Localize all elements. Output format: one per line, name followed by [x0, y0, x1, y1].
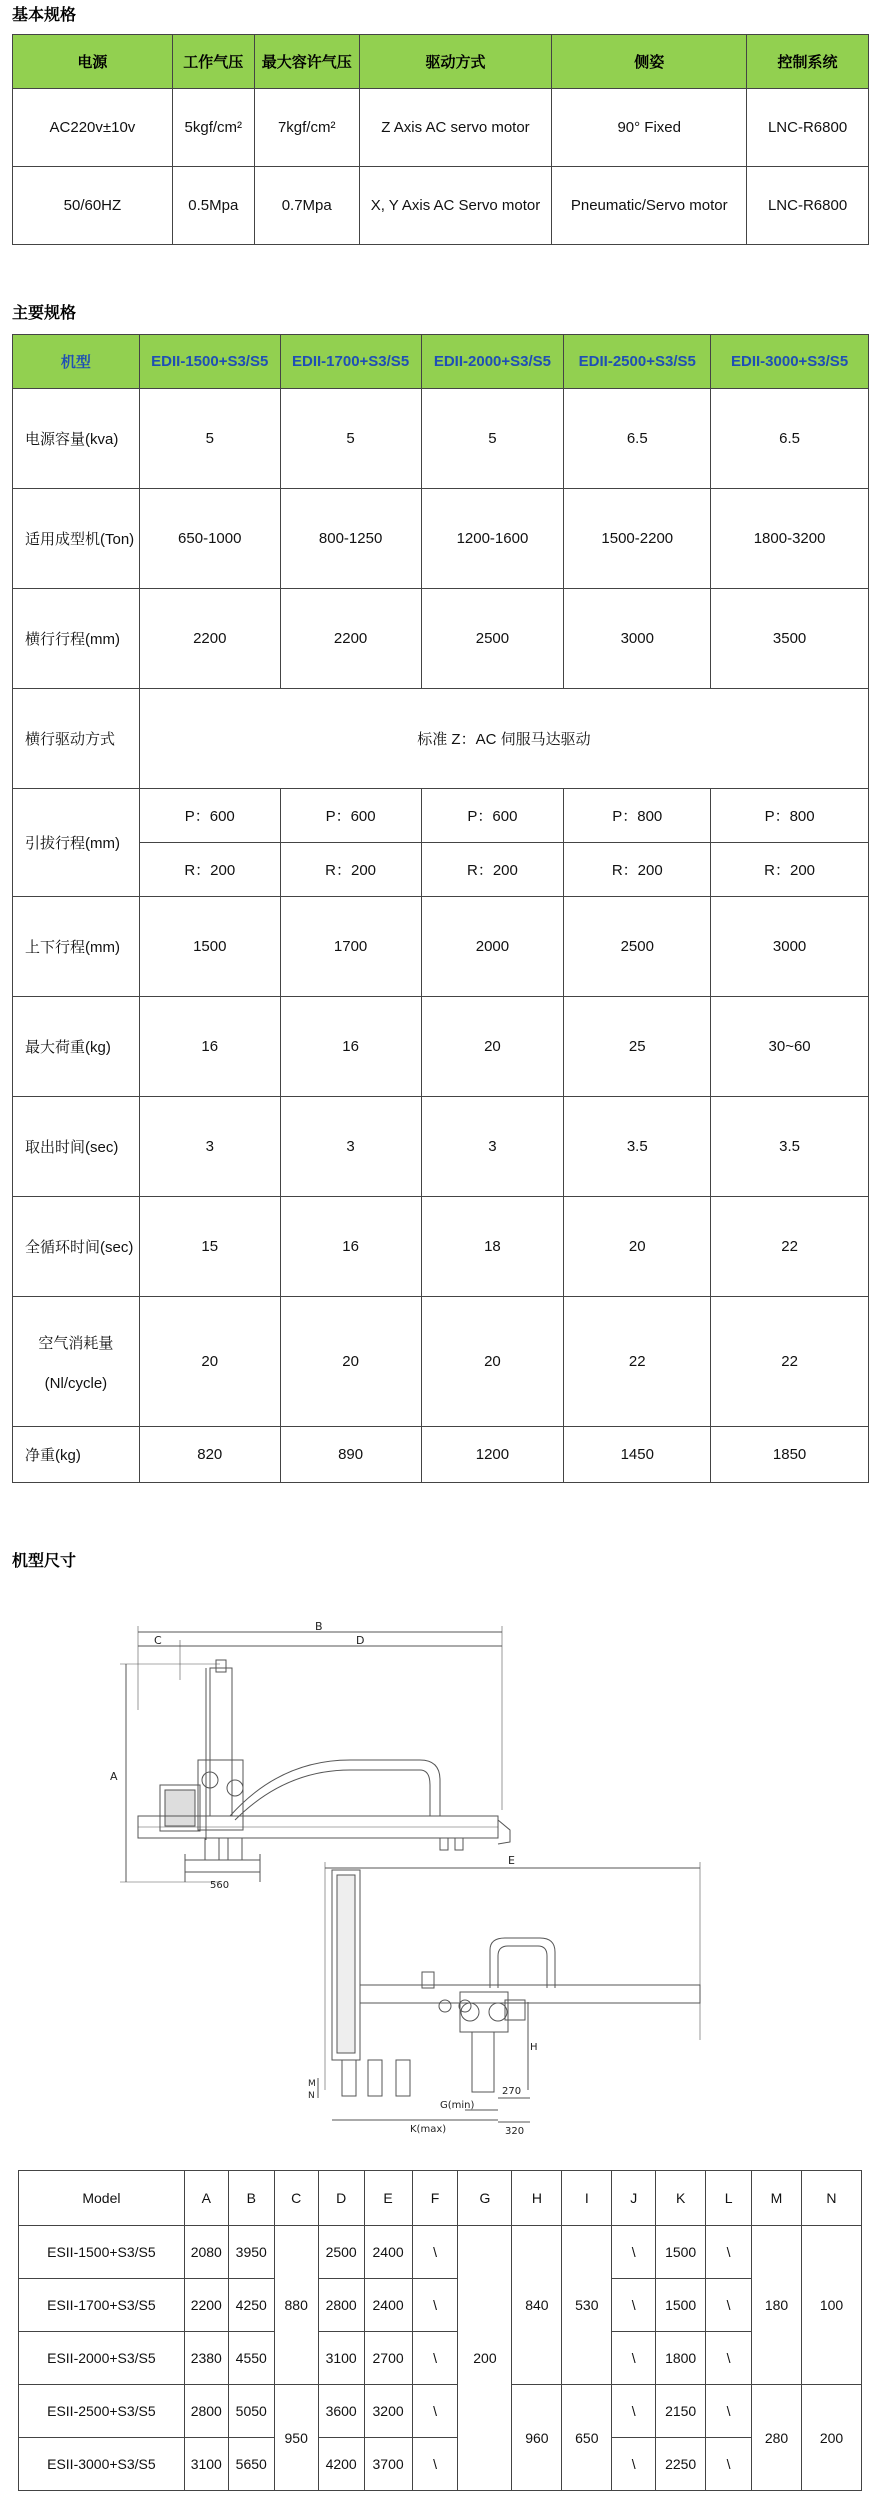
table-cell: 650	[562, 2385, 612, 2491]
table-cell-merged: 标准 Z：AC 伺服马达驱动	[139, 689, 868, 789]
table-cell: 16	[139, 997, 280, 1097]
table-cell: 2150	[656, 2385, 706, 2438]
dim-label-g: G(min)	[440, 2100, 475, 2111]
table-cell: 200	[801, 2385, 861, 2491]
model-cell: ESII-2500+S3/S5	[19, 2385, 185, 2438]
section-title-basic: 基本规格	[12, 7, 77, 24]
table-cell: 2800	[184, 2385, 228, 2438]
table-cell: 280	[752, 2385, 802, 2491]
table-cell: R：200	[280, 843, 421, 897]
row-label: 取出时间(sec)	[13, 1097, 140, 1197]
table-cell: 1200-1600	[421, 489, 564, 589]
table-cell: 2380	[184, 2332, 228, 2385]
model-cell: ESII-3000+S3/S5	[19, 2438, 185, 2491]
dim-label-m: M	[308, 2079, 316, 2089]
table-cell: 5650	[228, 2438, 274, 2491]
table-cell: 1500	[139, 897, 280, 997]
table-cell: Z Axis AC servo motor	[359, 89, 552, 167]
table-cell: 90° Fixed	[552, 89, 747, 167]
dim-label-n: N	[308, 2091, 315, 2101]
table-cell: 1800	[656, 2332, 706, 2385]
table-cell: 840	[512, 2226, 562, 2385]
table-cell: 22	[711, 1297, 869, 1427]
header-cell: 控制系统	[747, 35, 869, 89]
table-cell: 4200	[318, 2438, 364, 2491]
table-cell: 1200	[421, 1427, 564, 1483]
dim-label-b: B	[315, 1620, 323, 1633]
table-cell: \	[612, 2385, 656, 2438]
table-cell: 15	[139, 1197, 280, 1297]
table-row	[13, 89, 869, 167]
header-cell: 工作气压	[172, 35, 254, 89]
main-spec-table	[12, 334, 869, 1483]
table-row	[19, 2332, 862, 2385]
dim-label-c: C	[154, 1634, 162, 1647]
table-cell: 16	[280, 1197, 421, 1297]
table-cell: LNC-R6800	[747, 89, 869, 167]
row-drive	[13, 689, 869, 789]
dim-label-a: A	[110, 1770, 118, 1783]
table-cell: 18	[421, 1197, 564, 1297]
table-cell: 960	[512, 2385, 562, 2491]
table-cell: 890	[280, 1427, 421, 1483]
table-cell: 2500	[421, 589, 564, 689]
table-cell: 3200	[364, 2385, 412, 2438]
table-row	[19, 2226, 862, 2279]
table-cell: \	[706, 2332, 752, 2385]
table-cell: 5	[280, 389, 421, 489]
table-cell: 20	[564, 1197, 711, 1297]
table-cell: 7kgf/cm²	[254, 89, 359, 167]
table-cell: 2800	[318, 2279, 364, 2332]
basic-spec-table	[12, 34, 869, 245]
row-label: 适用成型机(Ton)	[13, 489, 140, 589]
table-cell: 0.5Mpa	[172, 167, 254, 245]
table-cell: 3.5	[711, 1097, 869, 1197]
table-cell: 5kgf/cm²	[172, 89, 254, 167]
table-cell: 16	[280, 997, 421, 1097]
row-load	[13, 997, 869, 1097]
row-label: 全循环时间(sec)	[13, 1197, 140, 1297]
table-cell: 20	[139, 1297, 280, 1427]
table-header-row	[19, 2171, 862, 2226]
table-cell: \	[412, 2226, 458, 2279]
table-cell: 0.7Mpa	[254, 167, 359, 245]
table-cell: X, Y Axis AC Servo motor	[359, 167, 552, 245]
dimension-table	[18, 2170, 862, 2491]
header-cell: A	[184, 2171, 228, 2226]
table-row	[19, 2438, 862, 2491]
table-cell: 6.5	[564, 389, 711, 489]
table-cell: 5	[421, 389, 564, 489]
table-cell: LNC-R6800	[747, 167, 869, 245]
table-cell: 2400	[364, 2226, 412, 2279]
header-cell: F	[412, 2171, 458, 2226]
table-cell: AC220v±10v	[13, 89, 173, 167]
table-cell: \	[612, 2226, 656, 2279]
table-cell: 25	[564, 997, 711, 1097]
table-cell: 2500	[318, 2226, 364, 2279]
row-label	[13, 1297, 140, 1427]
dim-label-d: D	[356, 1634, 365, 1647]
row-label-line: (Nl/cycle)	[44, 1374, 108, 1392]
table-cell: 1850	[711, 1427, 869, 1483]
table-cell: 1500	[656, 2226, 706, 2279]
header-cell: 侧姿	[552, 35, 747, 89]
header-cell: 电源	[13, 35, 173, 89]
model-corner-cell: 机型	[13, 335, 140, 389]
header-cell: K	[656, 2171, 706, 2226]
robot-side-view	[138, 1660, 510, 1882]
table-row	[19, 2385, 862, 2438]
header-cell: H	[512, 2171, 562, 2226]
table-cell: 3100	[184, 2438, 228, 2491]
table-row	[13, 167, 869, 245]
table-cell: 180	[752, 2226, 802, 2385]
table-cell: 20	[421, 997, 564, 1097]
row-takeout	[13, 1097, 869, 1197]
header-cell: 驱动方式	[359, 35, 552, 89]
table-cell: 50/60HZ	[13, 167, 173, 245]
row-label: 上下行程(mm)	[13, 897, 140, 997]
table-cell: \	[612, 2438, 656, 2491]
table-cell: \	[706, 2438, 752, 2491]
table-cell: Pneumatic/Servo motor	[552, 167, 747, 245]
table-cell: \	[706, 2226, 752, 2279]
table-cell: 2200	[184, 2279, 228, 2332]
table-row	[19, 2279, 862, 2332]
row-label: 横行行程(mm)	[13, 589, 140, 689]
table-cell: R：200	[421, 843, 564, 897]
table-cell: P：600	[139, 789, 280, 843]
header-cell: B	[228, 2171, 274, 2226]
row-label: 最大荷重(kg)	[13, 997, 140, 1097]
row-label: 净重(kg)	[13, 1427, 140, 1483]
row-label: 横行驱动方式	[13, 689, 140, 789]
row-machine	[13, 489, 869, 589]
table-cell: 3600	[318, 2385, 364, 2438]
table-cell: \	[412, 2438, 458, 2491]
table-cell: 650-1000	[139, 489, 280, 589]
table-cell: 30~60	[711, 997, 869, 1097]
table-cell: \	[412, 2385, 458, 2438]
row-label-line: 空气消耗量	[38, 1334, 114, 1352]
row-power	[13, 389, 869, 489]
table-cell: 1700	[280, 897, 421, 997]
table-cell: P：800	[564, 789, 711, 843]
table-cell: 22	[711, 1197, 869, 1297]
table-cell: 5	[139, 389, 280, 489]
header-cell: N	[801, 2171, 861, 2226]
row-vertical	[13, 897, 869, 997]
table-cell: 6.5	[711, 389, 869, 489]
table-cell: 22	[564, 1297, 711, 1427]
row-label: 电源容量(kva)	[13, 389, 140, 489]
table-cell: 3000	[564, 589, 711, 689]
table-cell: 20	[280, 1297, 421, 1427]
model-header: EDII-1700+S3/S5	[280, 335, 421, 389]
table-cell: 4250	[228, 2279, 274, 2332]
table-cell: 2080	[184, 2226, 228, 2279]
table-cell: 1500-2200	[564, 489, 711, 589]
model-cell: ESII-1700+S3/S5	[19, 2279, 185, 2332]
robot-dimension-drawing	[110, 1620, 770, 2140]
section-title-main: 主要规格	[12, 305, 77, 322]
model-header: EDII-3000+S3/S5	[711, 335, 869, 389]
header-cell: M	[752, 2171, 802, 2226]
row-weight	[13, 1427, 869, 1483]
table-cell: 1800-3200	[711, 489, 869, 589]
row-pull-p	[13, 789, 869, 843]
header-cell: G	[458, 2171, 512, 2226]
table-cell: 20	[421, 1297, 564, 1427]
header-cell: J	[612, 2171, 656, 2226]
dim-label-h: H	[530, 2042, 538, 2053]
table-cell: 3500	[711, 589, 869, 689]
row-air	[13, 1297, 869, 1427]
model-cell: ESII-2000+S3/S5	[19, 2332, 185, 2385]
table-cell: \	[706, 2279, 752, 2332]
table-cell: R：200	[711, 843, 869, 897]
table-cell: \	[706, 2385, 752, 2438]
table-cell: R：200	[139, 843, 280, 897]
model-header: EDII-2000+S3/S5	[421, 335, 564, 389]
table-cell: 2250	[656, 2438, 706, 2491]
dim-label-560: 560	[210, 1880, 230, 1891]
table-cell: 4550	[228, 2332, 274, 2385]
table-cell: P：600	[421, 789, 564, 843]
header-cell: Model	[19, 2171, 185, 2226]
table-cell: 800-1250	[280, 489, 421, 589]
header-cell: 最大容许气压	[254, 35, 359, 89]
row-traverse	[13, 589, 869, 689]
table-cell: 2400	[364, 2279, 412, 2332]
dim-label-320: 320	[505, 2126, 525, 2137]
dim-label-270: 270	[502, 2086, 522, 2097]
table-cell: 3100	[318, 2332, 364, 2385]
table-cell: 5050	[228, 2385, 274, 2438]
robot-front-view	[332, 1870, 700, 2096]
table-cell: 1500	[656, 2279, 706, 2332]
table-cell: 950	[274, 2385, 318, 2491]
model-header: EDII-1500+S3/S5	[139, 335, 280, 389]
row-cycle	[13, 1197, 869, 1297]
table-cell: 200	[458, 2226, 512, 2491]
table-cell: P：600	[280, 789, 421, 843]
table-cell: 820	[139, 1427, 280, 1483]
dim-label-e: E	[508, 1854, 515, 1867]
table-cell: P：800	[711, 789, 869, 843]
row-pull-r	[13, 843, 869, 897]
table-header-row	[13, 35, 869, 89]
dim-label-k: K(max)	[410, 2124, 447, 2135]
header-cell: L	[706, 2171, 752, 2226]
table-cell: 3.5	[564, 1097, 711, 1197]
table-cell: \	[612, 2332, 656, 2385]
table-cell: 2500	[564, 897, 711, 997]
table-cell: 100	[801, 2226, 861, 2385]
table-header-row	[13, 335, 869, 389]
table-cell: 2200	[139, 589, 280, 689]
model-header: EDII-2500+S3/S5	[564, 335, 711, 389]
table-cell: 3	[139, 1097, 280, 1197]
table-cell: \	[612, 2279, 656, 2332]
table-cell: \	[412, 2279, 458, 2332]
table-cell: \	[412, 2332, 458, 2385]
table-cell: 3	[280, 1097, 421, 1197]
table-cell: 3700	[364, 2438, 412, 2491]
table-cell: 880	[274, 2226, 318, 2385]
table-cell: 3000	[711, 897, 869, 997]
header-cell: I	[562, 2171, 612, 2226]
table-cell: 2200	[280, 589, 421, 689]
table-cell: 530	[562, 2226, 612, 2385]
table-cell: 2700	[364, 2332, 412, 2385]
header-cell: C	[274, 2171, 318, 2226]
header-cell: D	[318, 2171, 364, 2226]
header-cell: E	[364, 2171, 412, 2226]
table-cell: 3	[421, 1097, 564, 1197]
row-label: 引拔行程(mm)	[13, 789, 140, 897]
table-cell: 3950	[228, 2226, 274, 2279]
table-cell: 1450	[564, 1427, 711, 1483]
model-cell: ESII-1500+S3/S5	[19, 2226, 185, 2279]
section-title-dims: 机型尺寸	[12, 1553, 77, 1570]
table-cell: 2000	[421, 897, 564, 997]
table-cell: R：200	[564, 843, 711, 897]
